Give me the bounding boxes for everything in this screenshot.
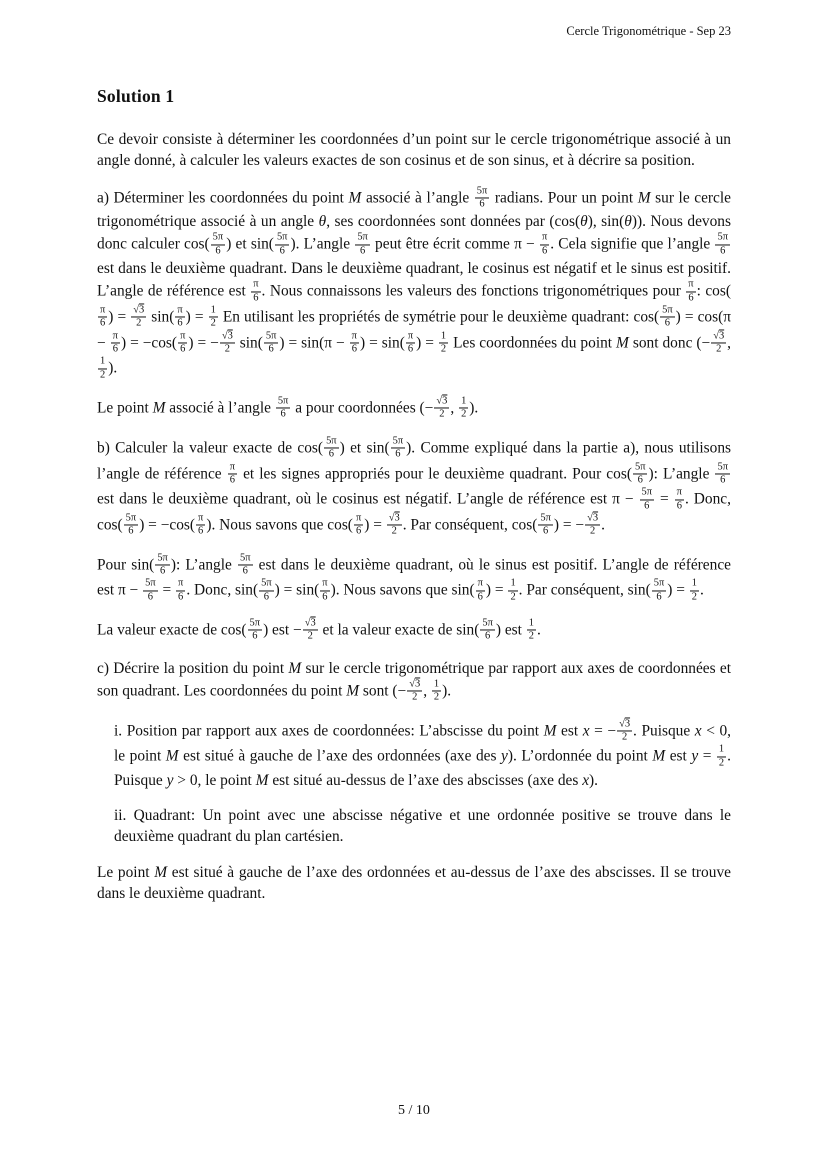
part-a-paragraph: a) Déterminer les coordonnées du point M associé à l’angle $\frac{5\pi}{6}$ radians. Pour un point M sur le cercle trigonométrique associé à un angle θ, ses coordonnées sont données par (cos(θ), sin(θ)). Nous devons donc calculer cos( $\frac{5\pi}{6}$ ) et sin( $\frac{5\pi}{6}$ ). L’angle $\frac{5\pi}{6}$ peut être écrit comme π − $\frac{\pi}{6}$ . Cela signifie que l’angle $\frac{5\pi}{6}$ est dans le deuxième quadrant. Dans le deuxième quadrant, le cosinus est négatif et le sinus est positif. L’angle de référence est $\frac{\pi}{6}$ . Nous connaissons les valeurs des fonctions trigonométriques pour $\frac{\pi}{6}$ : cos( $\frac{\pi}{6}$ ) = $\frac{√3}{2}$ sin( $\frac{\pi}{6}$ ) = $\frac{1}{2}$ En utilisant les propriétés de symétrie pour le deuxième quadrant: cos( $\frac{5\pi}{6}$ ) = cos(π − $\frac{\pi}{6}$ ) = −cos( $\frac{\pi}{6}$ ) = − $\frac{√3}{2}$ sin( $\frac{5\pi}{6}$ ) = sin(π − $\frac{\pi}{6}$ ) = sin( $\frac{\pi}{6}$ ) = $\frac{1}{2}$ Les coordonnées du point M sont donc (− $\frac{√3}{2}$ , $\frac{1}{2}$ ). [97, 184, 732, 381]
page-number: 5 / 10 [398, 1103, 430, 1118]
math-variable: M [165, 747, 179, 765]
math-variable: M [652, 747, 666, 765]
fraction: $\frac{5\pi}{6}$ [276, 231, 288, 257]
sqrt-symbol: √3 [587, 512, 599, 524]
fraction: $\frac{5\pi}{6}$ [717, 460, 729, 486]
intro-paragraph: Ce devoir consiste à déterminer les coordonnées d’un point sur le cercle trigonométrique associé à un angle donné, à calculer les valeurs exactes de son cosinus et de son sinus, et à décrire sa position. [97, 131, 731, 170]
math-variable: M [616, 334, 629, 352]
fraction: $\frac{5\pi}{6}$ [392, 435, 404, 460]
fraction: $\frac{\pi}{6}$ [541, 231, 548, 257]
fraction: $\frac{√3}{2}$ [304, 617, 316, 642]
fraction: $\frac{\pi}{6}$ [351, 330, 357, 355]
math-variable: M [154, 863, 168, 881]
document-content [97, 86, 731, 918]
fraction: $\frac{\pi}{6}$ [407, 330, 414, 355]
part-a-result-paragraph: Le point M associé à l’angle $\frac{5\pi}{6}$ a pour coordonnées (− $\frac{√3}{2}$ , $\frac{1}{2}$ ). [97, 395, 479, 420]
fraction: $\frac{√3}{2}$ [587, 512, 599, 537]
part-b-sin-paragraph: Pour sin( $\frac{5\pi}{6}$ ): L’angle $\frac{5\pi}{6}$ est dans le deuxième quadrant, où le sinus est positif. L’angle de référence est π − $\frac{5\pi}{6}$ = $\frac{\pi}{6}$ . Donc, sin( $\frac{5\pi}{6}$ ) = sin( $\frac{\pi}{6}$ ). Nous savons que sin( $\frac{\pi}{6}$ ) = $\frac{1}{2}$ . Par conséquent, sin( $\frac{5\pi}{6}$ ) = $\frac{1}{2}$ . [97, 552, 731, 603]
math-variable: θ [580, 213, 588, 231]
part-c-item-ii-paragraph: ii. Quadrant: Un point avec une abscisse négative et une ordonnée positive se trouve dans le deuxième quadrant du plan cartésien. [114, 807, 731, 846]
math-variable: M [543, 721, 557, 739]
part-b-result-paragraph: La valeur exacte de cos( $\frac{5\pi}{6}$ ) est − $\frac{√3}{2}$ et la valeur exacte de sin( $\frac{5\pi}{6}$ ) est $\frac{1}{2}$ . [97, 617, 541, 642]
math-variable: θ [624, 213, 632, 231]
fraction: $\frac{\pi}{6}$ [253, 278, 259, 304]
fraction: $\frac{1}{2}$ [100, 355, 106, 381]
fraction: $\frac{\pi}{6}$ [355, 512, 362, 537]
math-variable: M [346, 682, 360, 700]
fraction: $\frac{\pi}{6}$ [178, 577, 184, 603]
fraction: $\frac{√3}{2}$ [713, 330, 725, 355]
fraction: $\frac{\pi}{6}$ [177, 304, 183, 329]
fraction: $\frac{5\pi}{6}$ [277, 395, 289, 420]
fraction: $\frac{5\pi}{6}$ [482, 617, 493, 642]
fraction: $\frac{√3}{2}$ [388, 512, 400, 537]
fraction: $\frac{√3}{2}$ [133, 304, 145, 329]
sqrt-symbol: √3 [409, 678, 421, 690]
sqrt-symbol: √3 [436, 395, 448, 407]
fraction: $\frac{1}{2}$ [510, 577, 516, 603]
fraction: $\frac{5\pi}{6}$ [717, 231, 728, 257]
fraction: $\frac{5\pi}{6}$ [634, 460, 646, 486]
math-variable: M [288, 659, 302, 677]
fraction: $\frac{\pi}{6}$ [229, 460, 236, 486]
math-variable: θ [318, 213, 327, 231]
fraction: $\frac{5\pi}{6}$ [125, 512, 137, 537]
running-header: Cercle Trigonométrique - Sep 23 [566, 24, 731, 38]
math-variable: x [582, 721, 590, 739]
fraction: $\frac{√3}{2}$ [436, 395, 448, 420]
fraction: $\frac{√3}{2}$ [221, 330, 233, 355]
math-variable: y [501, 747, 508, 765]
fraction: $\frac{5\pi}{6}$ [662, 304, 673, 329]
math-variable: M [255, 771, 269, 789]
fraction: $\frac{1}{2}$ [433, 678, 440, 703]
fraction: $\frac{√3}{2}$ [619, 718, 631, 743]
fraction: $\frac{1}{2}$ [210, 304, 216, 329]
math-variable: x [582, 771, 590, 789]
sqrt-symbol: √3 [388, 512, 400, 524]
fraction: $\frac{\pi}{6}$ [676, 486, 682, 512]
fraction: $\frac{5\pi}{6}$ [249, 617, 261, 642]
fraction: $\frac{1}{2}$ [691, 577, 698, 603]
fraction: $\frac{1}{2}$ [461, 395, 467, 420]
math-variable: y [691, 747, 699, 765]
section-title: Solution 1 [97, 86, 175, 106]
fraction: $\frac{5\pi}{6}$ [261, 577, 272, 603]
fraction: $\frac{\pi}{6}$ [100, 304, 106, 329]
fraction: $\frac{5\pi}{6}$ [357, 231, 368, 257]
fraction: $\frac{5\pi}{6}$ [540, 512, 551, 537]
sqrt-symbol: √3 [619, 718, 631, 730]
math-variable: M [348, 188, 362, 206]
fraction: $\frac{5\pi}{6}$ [476, 184, 488, 210]
fraction: $\frac{1}{2}$ [718, 743, 725, 769]
fraction: $\frac{√3}{2}$ [409, 678, 421, 703]
fraction: $\frac{\pi}{6}$ [322, 577, 328, 603]
fraction: $\frac{5\pi}{6}$ [239, 552, 251, 577]
fraction: $\frac{5\pi}{6}$ [326, 435, 337, 460]
sqrt-symbol: √3 [713, 330, 725, 342]
fraction: $\frac{1}{2}$ [528, 617, 535, 642]
math-variable: y [166, 771, 174, 789]
part-c-paragraph: c) Décrire la position du point M sur le cercle trigonométrique par rapport aux axes de coordonnées et son quadrant. Les coordonnées du point M sont (− $\frac{√3}{2}$ , $\frac{1}{2}$ ). [97, 659, 731, 703]
fraction: $\frac{\pi}{6}$ [180, 330, 186, 355]
fraction: $\frac{\pi}{6}$ [477, 577, 483, 603]
fraction: $\frac{5\pi}{6}$ [653, 577, 665, 603]
math-variable: M [152, 399, 166, 417]
fraction: $\frac{1}{2}$ [440, 330, 447, 355]
part-b-cos-paragraph: b) Calculer la valeur exacte de cos( $\frac{5\pi}{6}$ ) et sin( $\frac{5\pi}{6}$ ). Comme expliqué dans la partie a), nous utilisons l’angle de référence $\frac{\pi}{6}$ et les signes appropriés pour le deuxième quadrant. Pour cos( $\frac{5\pi}{6}$ ): L’angle $\frac{5\pi}{6}$ est dans le deuxième quadrant, où le cosinus est négatif. L’angle de référence est π − $\frac{5\pi}{6}$ = $\frac{\pi}{6}$ . Donc, cos( $\frac{5\pi}{6}$ ) = −cos( $\frac{\pi}{6}$ ). Nous savons que cos( $\frac{\pi}{6}$ ) = $\frac{√3}{2}$ . Par conséquent, cos( $\frac{5\pi}{6}$ ) = − $\frac{√3}{2}$ . [97, 435, 732, 537]
sqrt-symbol: √3 [221, 330, 233, 342]
sqrt-symbol: √3 [304, 617, 316, 629]
fraction: $\frac{5\pi}{6}$ [641, 486, 653, 512]
conclusion-paragraph: Le point M est situé à gauche de l’axe des ordonnées et au-dessus de l’axe des abscisses. Il se trouve dans le deuxième quadrant. [97, 863, 731, 902]
sqrt-symbol: √3 [133, 304, 145, 316]
fraction: $\frac{5\pi}{6}$ [212, 231, 224, 257]
math-variable: M [637, 188, 651, 206]
fraction: $\frac{5\pi}{6}$ [157, 552, 168, 577]
fraction: $\frac{5\pi}{6}$ [265, 330, 277, 355]
math-variable: x [694, 721, 702, 739]
fraction: $\frac{5\pi}{6}$ [145, 577, 156, 603]
fraction: $\frac{\pi}{6}$ [688, 278, 694, 304]
fraction: $\frac{\pi}{6}$ [198, 512, 204, 537]
fraction: $\frac{\pi}{6}$ [112, 330, 118, 355]
part-c-item-i-paragraph: i. Position par rapport aux axes de coordonnées: L’abscisse du point M est x = − $\frac{√3}{2}$ . Puisque x < 0, le point M est situé à gauche de l’axe des ordonnées (axe des y). L’ordonnée du point M est y = $\frac{1}{2}$ . Puisque y > 0, le point M est situé au-dessus de l’axe des abscisses (axe des x). [114, 718, 731, 789]
